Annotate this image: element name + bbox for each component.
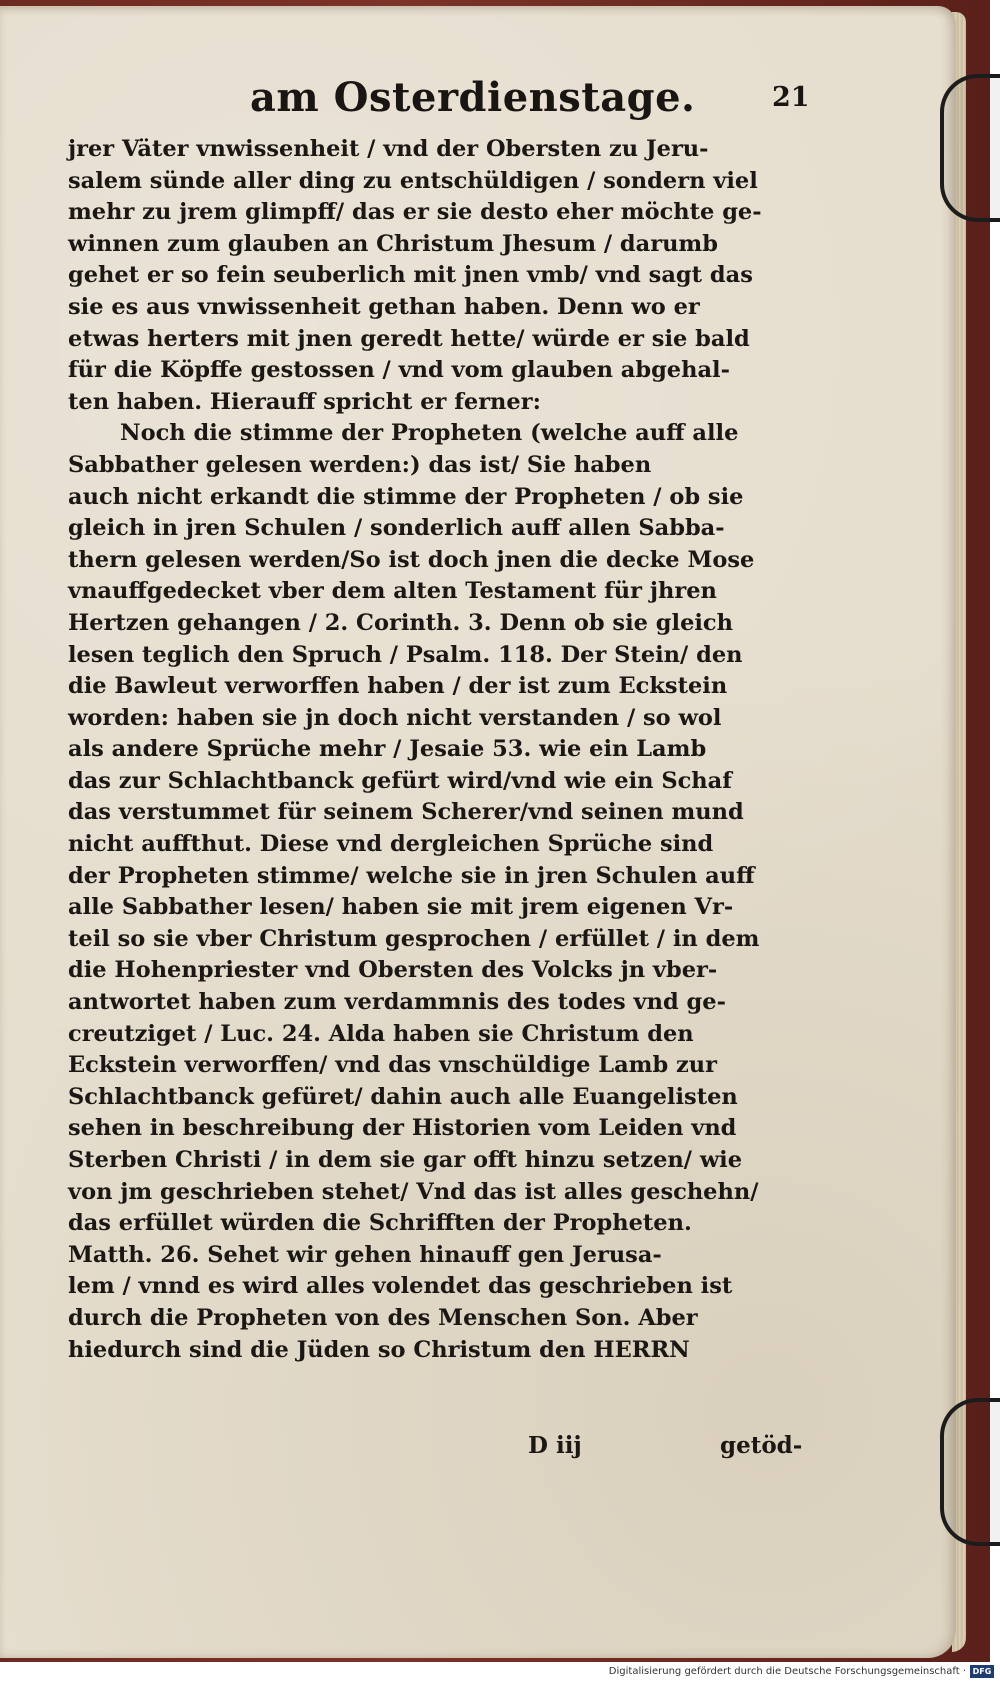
text-line-paragraph-start: Noch die stimme der Propheten (welche auff alle xyxy=(120,420,739,447)
text-block xyxy=(68,134,818,1366)
text-line: das erfüllet würden die Schrifften der Propheten. xyxy=(68,1210,692,1237)
text-line: als andere Sprüche mehr / Jesaie 53. wie ein Lamb xyxy=(68,736,707,763)
text-line: antwortet haben zum verdammnis des todes vnd ge- xyxy=(68,989,726,1016)
text-line: salem sünde aller ding zu entschüldigen / sondern viel xyxy=(68,167,758,194)
text-line: lesen teglich den Spruch / Psalm. 118. Der Stein/ den xyxy=(68,641,743,668)
running-head xyxy=(0,66,956,126)
text-line: der Propheten stimme/ welche sie in jren Schulen auff xyxy=(68,862,755,889)
text-line: gleich in jren Schulen / sonderlich auff allen Sabba- xyxy=(68,515,725,542)
text-line: für die Köpffe gestossen / vnd vom glauben abgehal- xyxy=(68,357,730,384)
text-line: teil so sie vber Christum gesprochen / erfüllet / in dem xyxy=(68,925,760,952)
text-line: Sterben Christi / in dem sie gar offt hinzu setzen/ wie xyxy=(68,1147,743,1173)
text-line: lem / vnnd es wird alles volendet das geschrieben ist xyxy=(68,1273,733,1300)
text-line: winnen zum glauben an Christum Jhesum / darumb xyxy=(68,230,718,257)
text-line: das verstummet für seinem Scherer/vnd seinen mund xyxy=(68,799,744,826)
clasp-bottom xyxy=(940,1398,1000,1546)
signature-mark: D iij xyxy=(528,1432,582,1459)
page-number: 21 xyxy=(772,82,810,113)
text-line: thern gelesen werden/So ist doch jnen die decke Mose xyxy=(68,546,755,573)
text-line: Sabbather gelesen werden:) das ist/ Sie haben xyxy=(68,451,652,478)
text-line: worden: haben sie jn doch nicht verstanden / so wol xyxy=(68,704,722,731)
book-page xyxy=(0,6,956,1658)
text-line: auch nicht erkandt die stimme der Propheten / ob sie xyxy=(68,483,744,510)
clasp-top xyxy=(940,74,1000,222)
text-line: nicht auffthut. Diese vnd dergleichen Sprüche sind xyxy=(68,831,714,858)
text-line: Eckstein verworffen/ vnd das vnschüldige Lamb zur xyxy=(68,1052,718,1079)
dfg-logo: DFG xyxy=(970,1665,994,1678)
text-line: hiedurch sind die Jüden so Christum den HERRN xyxy=(68,1336,690,1363)
text-line: von jm geschrieben stehet/ Vnd das ist alles geschehn/ xyxy=(68,1178,759,1205)
text-line: die Bawleut verworffen haben / der ist zum Eckstein xyxy=(68,673,728,700)
text-line: sie es aus vnwissenheit gethan haben. Denn wo er xyxy=(68,293,700,320)
text-line: Matth. 26. Sehet wir gehen hinauff gen Jerusa- xyxy=(68,1241,662,1268)
text-line: sehen in beschreibung der Historien vom Leiden vnd xyxy=(68,1115,737,1142)
text-line: gehet er so fein seuberlich mit jnen vmb/ vnd sagt das xyxy=(68,262,753,289)
catchword: getöd- xyxy=(720,1432,803,1459)
text-line: creutziget / Luc. 24. Alda haben sie Christum den xyxy=(68,1020,694,1047)
text-line: Hertzen gehangen / 2. Corinth. 3. Denn ob sie gleich xyxy=(68,609,733,636)
text-line: das zur Schlachtbanck gefürt wird/vnd wie ein Schaf xyxy=(68,767,732,794)
text-line: vnauffgedecket vber dem alten Testament für jhren xyxy=(68,578,717,605)
signature-line xyxy=(0,1432,956,1472)
text-line: die Hohenpriester vnd Obersten des Volcks jn vber- xyxy=(68,957,718,984)
text-line: alle Sabbather lesen/ haben sie mit jrem eigenen Vr- xyxy=(68,894,734,921)
running-head-title: am Osterdienstage. xyxy=(250,74,696,121)
digitization-credit: Digitalisierung gefördert durch die Deutsche Forschungsgemeinschaft · xyxy=(608,1666,966,1677)
text-line: mehr zu jrem glimpff/ das er sie desto eher möchte ge- xyxy=(68,199,762,226)
text-line: ten haben. Hierauff spricht er ferner: xyxy=(68,388,541,415)
text-line: durch die Propheten von des Menschen Son. Aber xyxy=(68,1304,698,1331)
text-line: etwas herters mit jnen geredt hette/ würde er sie bald xyxy=(68,325,750,352)
text-line: Schlachtbanck gefüret/ dahin auch alle Euangelisten xyxy=(68,1083,738,1110)
text-line: jrer Väter vnwissenheit / vnd der Obersten zu Jeru- xyxy=(68,136,709,162)
